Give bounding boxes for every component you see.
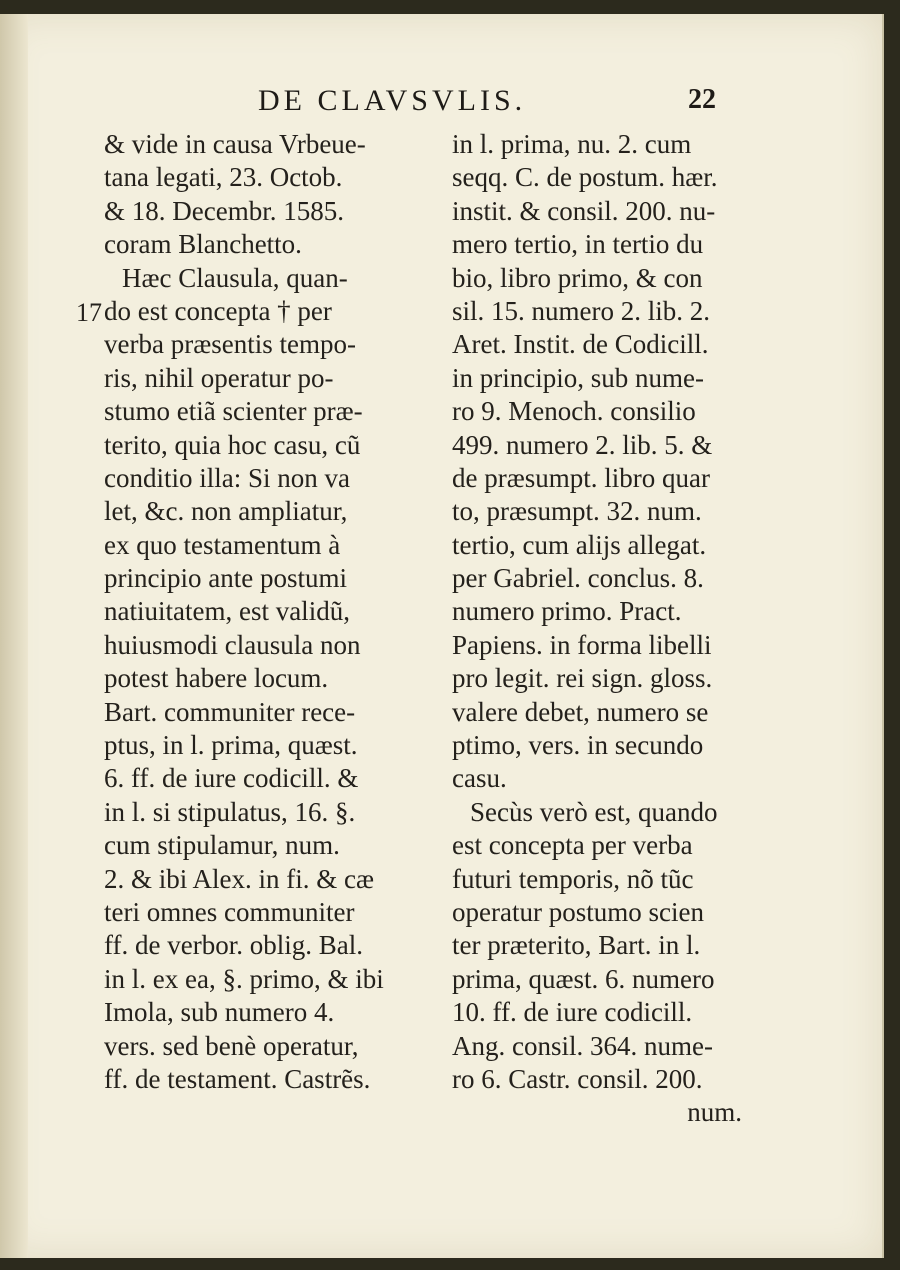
text-line: operatur postumo scien — [452, 896, 704, 927]
text-line: tana legati, 23. Octob. — [104, 162, 343, 193]
text-line: sil. 15. numero 2. lib. 2. — [452, 295, 710, 326]
text-line: coram Blanchetto. — [104, 229, 302, 260]
text-line: bio, libro primo, & con — [452, 262, 703, 293]
text-line: potest habere locum. — [104, 663, 329, 694]
text-line: & 18. Decembr. 1585. — [104, 195, 344, 226]
text-line: stumo etiã scienter præ- — [104, 396, 363, 427]
text-line: ter præterito, Bart. in l. — [452, 930, 701, 961]
page-header — [0, 84, 882, 124]
text-line: ptimo, vers. in secundo — [452, 730, 704, 761]
text-line: seqq. C. de postum. hær. — [452, 162, 718, 193]
page-number: 22 — [688, 84, 716, 115]
text-line: Bart. communiter rece- — [104, 696, 356, 727]
text-line: prima, quæst. 6. numero — [452, 963, 715, 994]
left-column — [104, 128, 424, 1096]
page-gutter — [0, 14, 28, 1258]
text-line: Ang. consil. 364. nume- — [452, 1030, 713, 1061]
text-line: cum stipulamur, num. — [104, 830, 340, 861]
text-line: pro legit. rei sign. gloss. — [452, 663, 713, 694]
text-line: Aret. Instit. de Codicill. — [452, 329, 709, 360]
text-line: & vide in causa Vrbeue- — [104, 129, 366, 159]
catchword: num. — [687, 1097, 742, 1128]
text-line: 2. & ibi Alex. in fi. & cæ — [104, 863, 374, 894]
text-line: futuri temporis, nõ tũc — [452, 863, 694, 894]
text-line: vers. sed benè operatur, — [104, 1030, 359, 1061]
text-line: principio ante postumi — [104, 563, 347, 594]
text-line: 499. numero 2. lib. 5. & — [452, 429, 713, 460]
text-line: ff. de verbor. oblig. Bal. — [104, 930, 363, 961]
text-line: conditio illa: Si non va — [104, 462, 350, 493]
text-line: instit. & consil. 200. nu- — [452, 195, 716, 226]
text-line: ro 9. Menoch. consilio — [452, 396, 696, 427]
paragraph-start-line: Hæc Clausula, quan- — [122, 262, 348, 293]
text-line: terito, quia hoc casu, cũ — [104, 429, 361, 460]
text-line: ex quo testamentum à — [104, 529, 341, 560]
text-line: per Gabriel. conclus. 8. — [452, 563, 704, 594]
text-line: tertio, cum alijs allegat. — [452, 529, 707, 560]
text-line: Imola, sub numero 4. — [104, 997, 335, 1028]
text-line: in l. ex ea, §. primo, & ibi — [104, 963, 384, 994]
text-line: ptus, in l. prima, quæst. — [104, 730, 358, 761]
text-line: do est concepta † per — [104, 295, 332, 326]
text-line: let, &c. non ampliatur, — [104, 496, 348, 527]
text-line: ris, nihil operatur po- — [104, 362, 334, 393]
text-line: ro 6. Castr. consil. 200. — [452, 1063, 703, 1094]
text-line: mero tertio, in tertio du — [452, 229, 704, 260]
text-line: valere debet, numero se — [452, 696, 709, 727]
text-line: ff. de testament. Castrẽs. — [104, 1063, 371, 1094]
text-line: teri omnes communiter — [104, 896, 355, 927]
right-column — [452, 128, 772, 1130]
text-line: in l. prima, nu. 2. cum — [452, 129, 692, 159]
margin-note: 17 — [76, 298, 102, 327]
text-line: de præsumpt. libro quar — [452, 462, 710, 493]
text-line: 10. ff. de iure codicill. — [452, 997, 693, 1028]
text-line: in principio, sub nume- — [452, 362, 704, 393]
paragraph-start-line: Secùs verò est, quando — [470, 796, 718, 827]
text-line: huiusmodi clausula non — [104, 629, 361, 660]
text-line: to, præsumpt. 32. num. — [452, 496, 702, 527]
text-line: natiuitatem, est validũ, — [104, 596, 350, 627]
text-line: numero primo. Pract. — [452, 596, 682, 627]
text-line: in l. si stipulatus, 16. §. — [104, 796, 356, 827]
text-line: casu. — [452, 763, 507, 794]
text-line: est concepta per verba — [452, 830, 693, 861]
text-line: Papiens. in forma libelli — [452, 629, 712, 660]
text-line: 6. ff. de iure codicill. & — [104, 763, 359, 794]
text-line: verba præsentis tempo- — [104, 329, 356, 360]
running-title: DE CLAVSVLIS. — [258, 84, 527, 117]
